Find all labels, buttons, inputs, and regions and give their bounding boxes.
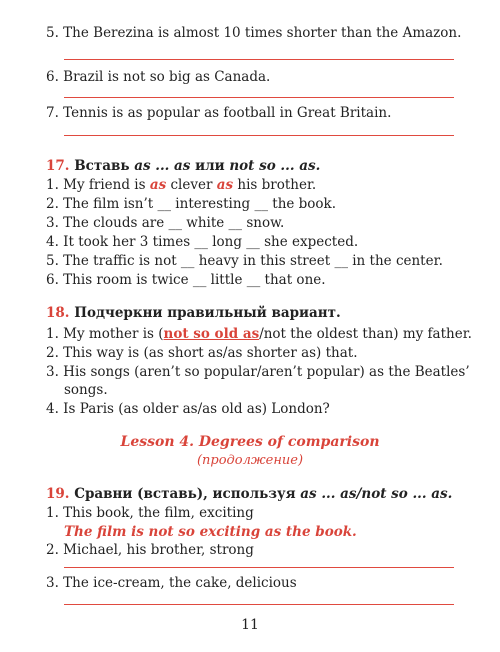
top-item-7: 7. Tennis is as popular as football in Great Britain.	[46, 105, 392, 121]
exercise-18-item-1: 1. My mother is (not so old as/not the oldest than) my father.	[46, 326, 472, 342]
exercise-17-item-4: 4. It took her 3 times __ long __ she expected.	[46, 234, 359, 250]
answer-line	[64, 604, 454, 605]
filled-answer: as	[216, 177, 234, 193]
exercise-19-example-answer: The film is not so exciting as the book.	[64, 524, 357, 540]
exercise-17-item-2: 2. The film isn’t __ interesting __ the book.	[46, 196, 337, 212]
exercise-17-item-1: 1. My friend is as clever as his brother.	[46, 177, 317, 193]
answer-line	[64, 135, 454, 136]
exercise-17-title: 17. Вставь as ... as или not so ... as.	[46, 158, 321, 174]
lesson-subtitle: (продолжение)	[196, 453, 304, 468]
exercise-18-item-2: 2. This way is (as short as/as shorter as) that.	[46, 345, 358, 361]
answer-line	[64, 567, 454, 568]
page-number: 11	[241, 617, 259, 633]
exercise-19-item-1: 1. This book, the film, exciting	[46, 505, 254, 521]
exercise-18-title: 18. Подчеркни правильный вариант.	[46, 305, 341, 321]
exercise-17-item-3: 3. The clouds are __ white __ snow.	[46, 215, 285, 231]
exercise-18-item-4: 4. Is Paris (as older as/as old as) London?	[46, 401, 330, 417]
top-item-6: 6. Brazil is not so big as Canada.	[46, 69, 271, 85]
lesson-title: Lesson 4. Degrees of comparison	[120, 434, 380, 450]
underlined-answer: not so old as	[163, 326, 260, 342]
filled-answer: as	[149, 177, 167, 193]
exercise-17-item-5: 5. The traffic is not __ heavy in this street __ in the center.	[46, 253, 443, 269]
exercise-19-item-3: 3. The ice-cream, the cake, delicious	[46, 575, 297, 591]
exercise-number: 19.	[46, 486, 70, 502]
exercise-18-item-3: 3. His songs (aren’t so popular/aren’t popular) as the Beatles’	[46, 364, 470, 380]
exercise-18-item-3-continued: songs.	[64, 382, 108, 398]
exercise-number: 18.	[46, 305, 70, 321]
exercise-17-item-6: 6. This room is twice __ little __ that one.	[46, 272, 326, 288]
exercise-19-item-2: 2. Michael, his brother, strong	[46, 542, 254, 558]
top-item-5: 5. The Berezina is almost 10 times shorter than the Amazon.	[46, 25, 462, 41]
answer-line	[64, 59, 454, 60]
exercise-19-title: 19. Сравни (вставь), используя as ... as/not so ... as.	[46, 486, 453, 502]
answer-line	[64, 97, 454, 98]
exercise-number: 17.	[46, 158, 70, 174]
